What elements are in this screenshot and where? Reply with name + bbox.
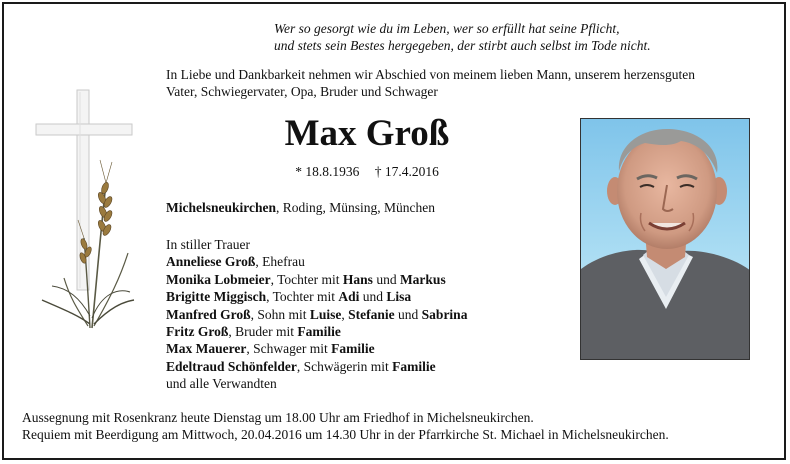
- service-line-2: Requiem mit Beerdigung am Mittwoch, 20.04.2016 um 14.30 Uhr in der Pfarrkirche St. Michael in Michelsneukirchen.: [22, 427, 669, 442]
- mourner-relation: , Tochter mit: [266, 289, 339, 305]
- portrait-figure: [581, 119, 750, 360]
- mourner-name: Adi: [338, 289, 360, 305]
- mourners-list: [166, 236, 586, 393]
- mourner-name: Edeltraud Schönfelder: [166, 358, 297, 374]
- mourner-relation: und: [372, 271, 400, 287]
- service-details: [22, 409, 782, 443]
- mourner-row: [166, 358, 586, 375]
- quote-line-1: Wer so gesorgt wie du im Leben, wer so erfüllt hat seine Pflicht,: [274, 21, 620, 36]
- intro-line-2: Vater, Schwiegervater, Opa, Bruder und Schwager: [166, 84, 438, 99]
- mourner-name: Max Mauerer: [166, 341, 247, 357]
- hometown-primary: Michelsneukirchen: [166, 200, 277, 215]
- intro-line-1: In Liebe und Dankbarkeit nehmen wir Abschied von meinem lieben Mann, unserem herzensguten: [166, 67, 695, 82]
- mourner-name: Luise: [309, 306, 342, 322]
- mourner-row: [166, 306, 586, 323]
- mourner-relation: , Schwager mit: [246, 341, 332, 357]
- mourner-name: Stefanie: [348, 306, 395, 322]
- mourner-relation: und: [359, 289, 387, 305]
- mourner-name: Monika Lobmeier: [166, 271, 271, 287]
- birth-date: * 18.8.1936: [295, 164, 360, 179]
- mourner-name: Familie: [392, 358, 436, 374]
- mourner-row: [166, 271, 586, 288]
- mourner-relation: , Ehefrau: [255, 254, 305, 270]
- mourner-name: Brigitte Miggisch: [166, 289, 267, 305]
- farewell-intro: [166, 66, 766, 100]
- cross-with-wheat-icon: [30, 88, 138, 338]
- mourner-row: [166, 253, 586, 270]
- mourners-heading: In stiller Trauer: [166, 237, 250, 252]
- mourners-closing: und alle Verwandten: [166, 376, 277, 392]
- mourner-relation: , Bruder mit: [228, 324, 298, 340]
- deceased-name: Max Groß: [284, 113, 450, 154]
- mourner-name: Hans: [342, 271, 373, 287]
- memorial-quote: [274, 20, 754, 54]
- service-line-1: Aussegnung mit Rosenkranz heute Dienstag um 18.00 Uhr am Friedhof in Michelsneukirchen.: [22, 410, 534, 425]
- mourner-row: [166, 288, 586, 305]
- mourner-relation: , Schwägerin mit: [296, 358, 393, 374]
- mourner-name: Anneliese Groß: [166, 254, 256, 270]
- hometowns-rest: , Roding, Münsing, München: [276, 200, 436, 215]
- mourner-name: Lisa: [386, 289, 412, 305]
- mourner-relation: , Tochter mit: [270, 271, 343, 287]
- mourner-row: [166, 340, 586, 357]
- life-dates: [166, 163, 568, 180]
- hometowns: [166, 199, 586, 216]
- mourner-name: Fritz Groß: [166, 324, 229, 340]
- mourner-name: Familie: [297, 324, 341, 340]
- mourner-name: Sabrina: [421, 306, 468, 322]
- mourner-name: Markus: [399, 271, 446, 287]
- mourner-relation: , Sohn mit: [250, 306, 310, 322]
- mourner-name: Familie: [331, 341, 375, 357]
- mourner-relation: und: [394, 306, 422, 322]
- portrait-photo: [580, 118, 750, 360]
- mourner-name: Manfred Groß: [166, 306, 251, 322]
- mourner-row: [166, 323, 586, 340]
- mourner-relation: ,: [341, 306, 349, 322]
- death-date: † 17.4.2016: [374, 164, 439, 179]
- quote-line-2: und stets sein Bestes hergegeben, der stirbt auch selbst im Tode nicht.: [274, 38, 651, 53]
